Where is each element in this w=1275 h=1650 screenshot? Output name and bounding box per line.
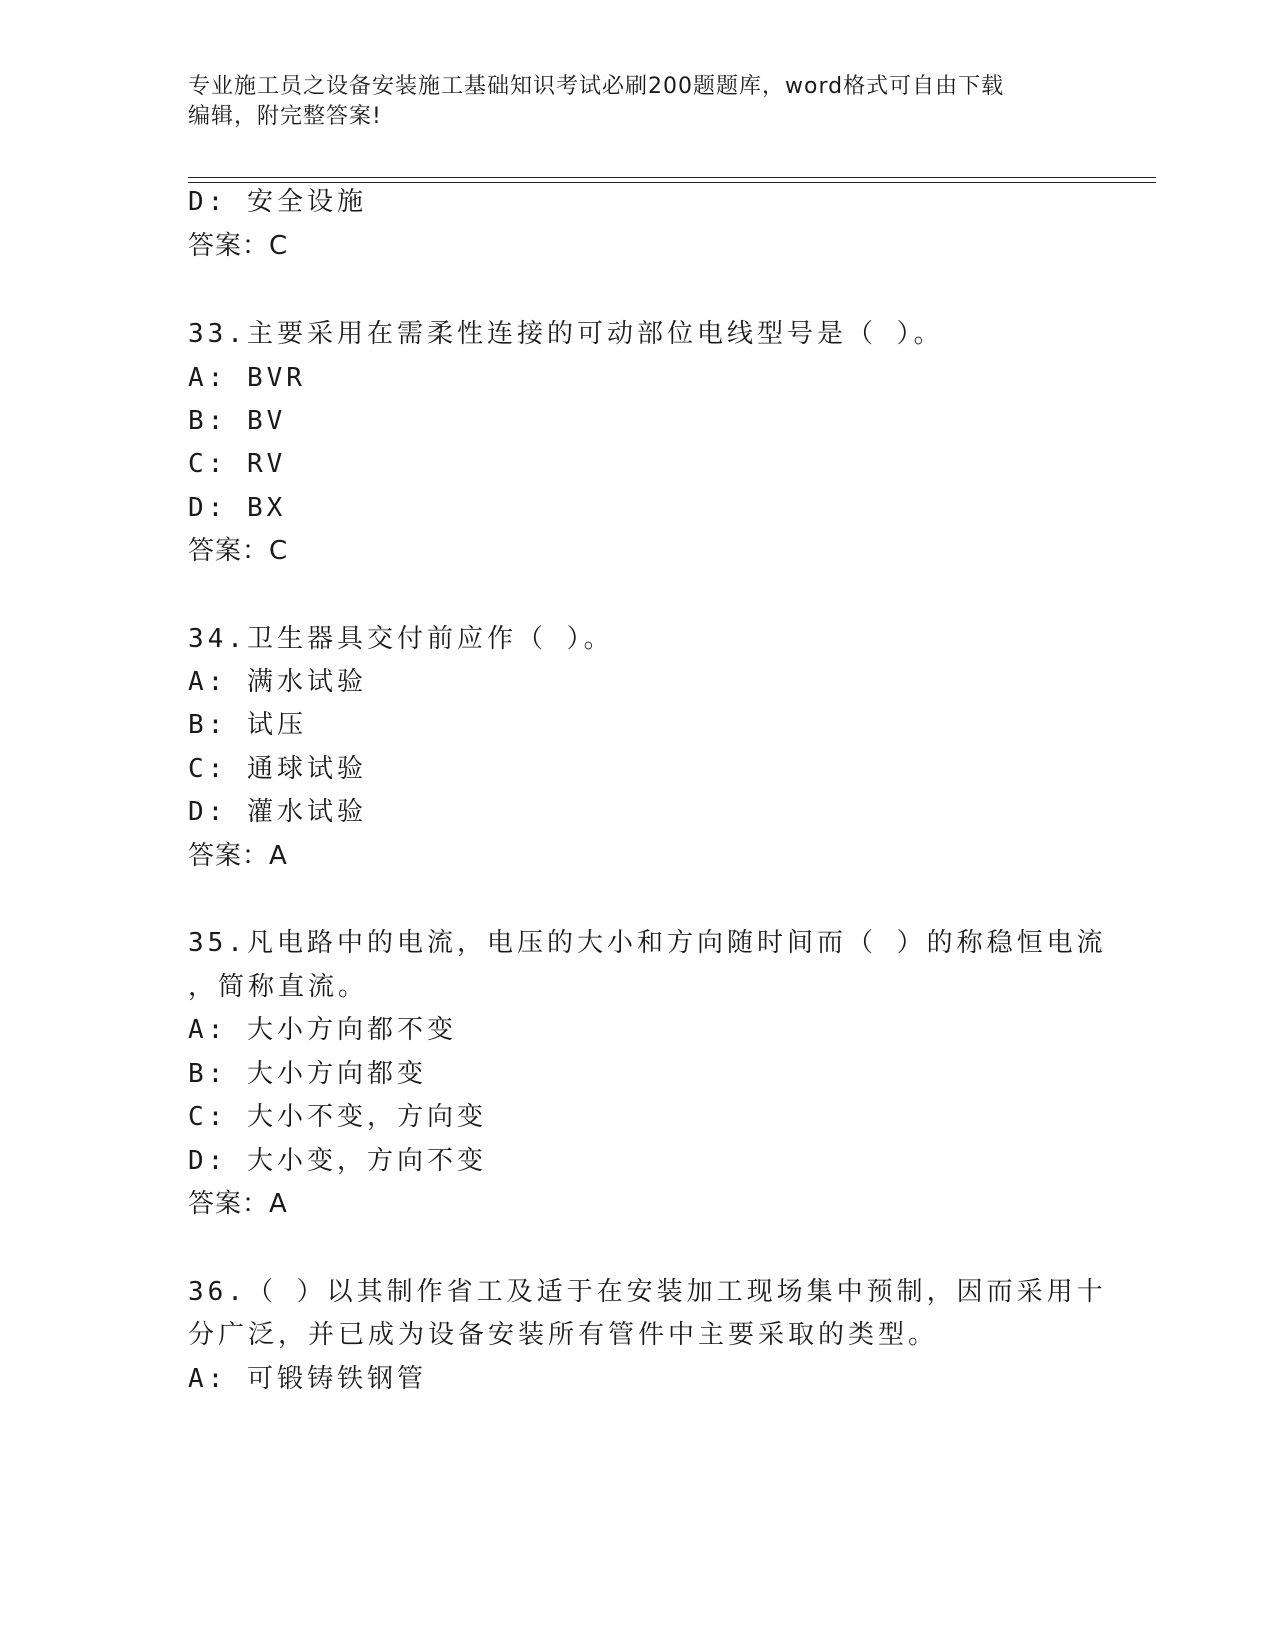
question-stem: 36.（ ）以其制作省工及适于在安装加工现场集中预制，因而采用十 — [188, 1277, 1107, 1307]
answer-label: 答案：A — [188, 1189, 288, 1219]
header-divider-top — [188, 177, 1156, 178]
question-stem-continued: ，简称直流。 — [188, 972, 369, 1002]
option-c: C: 通球试验 — [188, 754, 367, 784]
document-header — [188, 72, 1088, 132]
header-divider-bottom — [188, 182, 1156, 183]
answer-label: 答案：A — [188, 841, 288, 871]
option-b: B: 大小方向都变 — [188, 1059, 427, 1089]
option-b: B: 试压 — [188, 710, 307, 740]
option-b: B: BV — [188, 406, 287, 436]
option-d: D: 安全设施 — [188, 187, 367, 217]
header-title-line-1: 专业施工员之设备安装施工基础知识考试必刷200题题库，word格式可自由下载 — [188, 74, 1005, 99]
header-title-line-2: 编辑，附完整答案! — [188, 104, 382, 129]
option-c: C: RV — [188, 449, 287, 479]
option-a: A: 满水试验 — [188, 667, 367, 697]
option-a: A: 可锻铸铁钢管 — [188, 1364, 427, 1394]
option-a: A: 大小方向都不变 — [188, 1015, 457, 1045]
option-a: A: BVR — [188, 363, 306, 393]
option-c: C: 大小不变，方向变 — [188, 1102, 487, 1132]
answer-label: 答案：C — [188, 536, 289, 566]
option-d: D: 大小变，方向不变 — [188, 1146, 487, 1176]
question-stem: 35.凡电路中的电流，电压的大小和方向随时间而（ ）的称稳恒电流 — [188, 928, 1107, 958]
question-stem-continued: 分广泛，并已成为设备安装所有管件中主要采取的类型。 — [188, 1320, 939, 1350]
question-stem: 34.卫生器具交付前应作（ ）。 — [188, 624, 614, 654]
option-d: D: 灌水试验 — [188, 797, 367, 827]
answer-label: 答案：C — [188, 231, 289, 261]
option-d: D: BX — [188, 493, 287, 523]
question-stem: 33.主要采用在需柔性连接的可动部位电线型号是（ ）。 — [188, 319, 944, 349]
